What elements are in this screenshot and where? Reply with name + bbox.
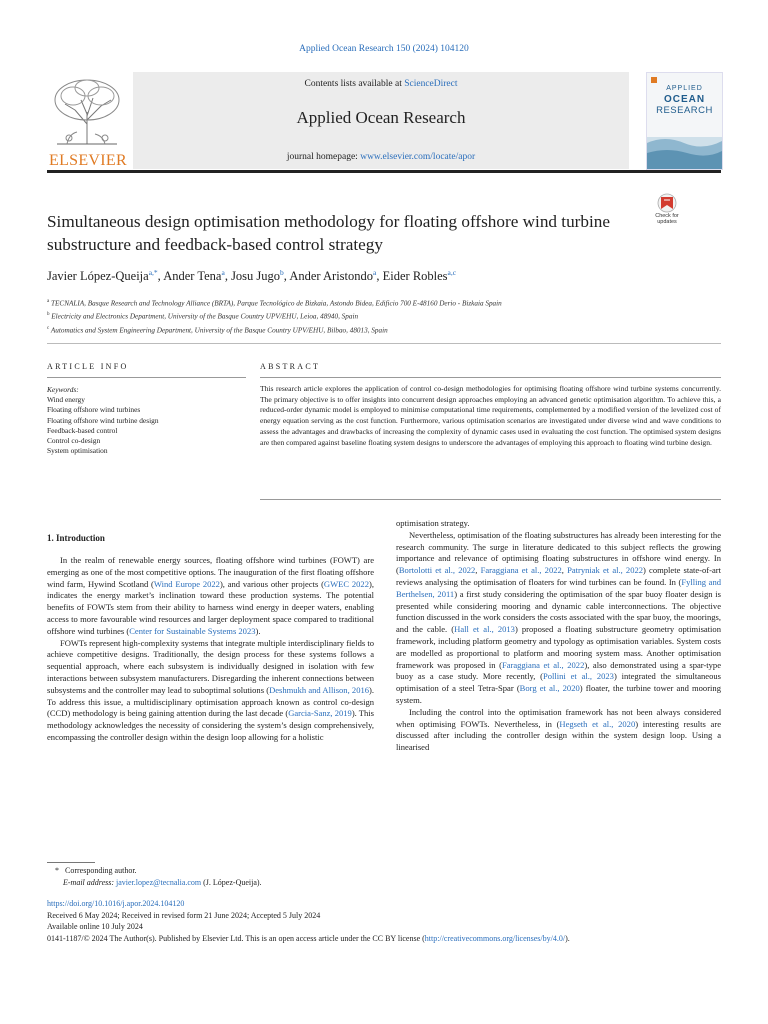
citation-link[interactable]: Wind Europe 2022 [153,578,220,589]
affiliation: $^b$ Electricity and Electronics Department, University of the Basque Country UPV/EHU, Leioa, 48940, Spain [47,312,359,321]
citation-link[interactable]: Bortolotti et al., 2022 [398,565,476,576]
author-name[interactable]: Eider Robles [382,269,448,284]
author-name[interactable]: Ander Tena [163,269,222,284]
sciencedirect-link[interactable]: ScienceDirect [404,79,458,89]
citation-link[interactable]: Deshmukh and Allison, 2016 [269,684,370,695]
author-name[interactable]: Josu Jugo [231,269,281,284]
divider [260,377,721,378]
abstract-heading: ABSTRACT [260,362,321,371]
journal-citation[interactable]: Applied Ocean Research 150 (2024) 104120 [299,44,469,54]
email-link[interactable]: javier.lopez@tecnalia.com [116,878,202,887]
homepage-line: journal homepage: www.elsevier.com/locate/apor [286,152,476,162]
contents-line: Contents lists available at ScienceDirect [304,79,458,89]
body-column-left [47,555,374,744]
citation-link[interactable]: Hegseth et al., 2020 [559,718,636,729]
footnote-corresponding: * Corresponding author. [55,866,137,875]
abstract-text: This research article explores the application of control co-design methodologies for optimising floating offshore wind turbine systems concurrently. The primary objective is to offer insights into concurrent design approaches employing an advanced genetic optimisation algorithm. To achieve this, a reduced-order dynamic model is employed to minimise computational time requirements, complemented by a modified version of the levelized cost of energy equation serving as the cost function. Furthermore, various optimisation scenarios are investigated under diverse wind and wave conditions to assess the advantages and drawbacks of increasing the complexity of dynamic cases used in evaluating the cost function. The optimised system designs are then compared against baseline floating system designs to underscore the advantages of employing this approach to floating wind turbine design. [260,384,721,447]
citation-link[interactable]: Pollini et al., 2023 [543,671,614,682]
author-name[interactable]: Javier López-Queija [47,269,149,284]
citation-link[interactable]: Hall et al., 2013 [454,624,515,635]
keywords-block [47,385,246,456]
body-column-right [396,518,721,754]
author-list: Javier López-Queija$^{a,*}$, Ander Tena$^a$, Josu Jugo$^b$, Ander Aristondo$^a$, Eider Robles$^{a,c}$ [47,268,457,284]
body-paragraph: optimisation strategy. [396,518,470,528]
keyword: Floating offshore wind turbines [47,405,141,415]
keyword: Floating offshore wind turbine design [47,415,159,425]
keyword: System optimisation [47,446,108,456]
received-dates: Received 6 May 2024; Received in revised form 21 June 2024; Accepted 5 July 2024 [47,910,321,920]
citation-link[interactable]: Center for Sustainable Systems 2023 [129,625,256,636]
citation-link[interactable]: GWEC 2022 [323,578,369,589]
publication-info [47,898,721,944]
citation-link[interactable]: Faraggiana et al., 2022 [501,659,585,670]
license-link[interactable]: http://creativecommons.org/licenses/by/4.0/ [424,933,566,943]
divider [47,377,246,378]
journal-masthead [47,72,721,170]
check-for-updates-badge[interactable] [647,193,687,233]
author-affiliation-mark[interactable]: a [373,268,377,277]
journal-name[interactable]: Applied Ocean Research [296,108,466,127]
citation-link[interactable]: Patryniak et al., 2022 [567,565,644,576]
journal-homepage-link[interactable]: www.elsevier.com/locate/apor [360,152,476,162]
elsevier-tree-logo [47,74,127,168]
keyword: Feedback-based control [47,425,118,435]
footnote-rule [47,862,95,863]
divider [260,499,721,500]
author-affiliation-mark[interactable]: b [280,268,284,277]
affiliations [47,296,721,336]
affiliation: $^c$ Automatics and System Engineering Department, University of the Basque Country UPV/EHU, Bilbao, 48013, Spain [47,325,388,335]
divider [47,343,721,344]
citation-link[interactable]: Fylling and Berthelsen, 2011 [396,576,721,599]
masthead-panel [133,72,629,169]
cover-title-line2: OCEAN [663,94,706,105]
paper-title: Simultaneous design optimisation methodology for floating offshore wind turbine substructure and feedback-based control strategy [47,212,610,254]
keyword: Wind energy [47,395,85,405]
available-online: Available online 10 July 2024 [47,922,143,932]
keyword: Control co-design [47,436,101,446]
cover-title-line1: APPLIED [666,85,703,92]
section-heading-introduction: 1. Introduction [47,533,105,543]
body-paragraph: Including the control into the optimisation framework has not been always considered when optimising FOWTs. Nevertheless, in (Hegseth et al., 2020) interesting results are discussed after including the controller design within the system design loop. Using a linearised [396,706,721,753]
elsevier-wordmark: ELSEVIER [49,152,127,169]
journal-cover-thumbnail[interactable] [646,72,723,170]
license-line: 0141-1187/© 2024 The Author(s). Published by Elsevier Ltd. This is an open access article under the CC BY license (http://creativecommons.org/licenses/by/4.0/). [47,933,570,943]
author-name[interactable]: Ander Aristondo [289,269,374,284]
author-affiliation-mark[interactable]: a [221,268,225,277]
author-affiliation-mark[interactable]: a,* [148,268,158,277]
citation-link[interactable]: Garcia-Sanz, 2019 [288,708,352,719]
article-info-heading: ARTICLE INFO [47,362,129,371]
author-affiliation-mark[interactable]: a,c [447,268,457,277]
body-paragraph: Nevertheless, optimisation of the floating substructures has already been interesting for the research community. The surge in literature dedicated to this subject reflects the growing importance and relevance of optimising floating substructures in offshore wind energy. In (Bortolotti et al., 2022, Faraggiana et al., 2022, Patryniak et al., 2022) complete state-of-art reviews analysing the optimisation of floaters for wind turbines can be found. In (Fylling and Berthelsen, 2011) a first study considering the optimisation of the spar buoy floater design is presented while considering mooring and dynamic cable interconnections. The objective function discussed in the work considers the costs associated with the spar buoy, the moorings, and the cable. (Hall et al., 2013) proposed a floating substructure geometry optimisation framework, including platform geometry and typology as optimisation variables. System costs are modelled as proportional to platform and mooring system mass. Another optimisation framework was proposed in (Faraggiana et al., 2022), also demonstrated using a spar-type buoy as a case study. More recently, (Pollini et al., 2023) integrated the simultaneous optimisation of a steel Tetra-Spar (Borg et al., 2020) floater, the turbine tower and mooring system. [396,529,722,705]
citation-link[interactable]: Faraggiana et al., 2022 [480,565,562,576]
doi-link[interactable]: https://doi.org/10.1016/j.apor.2024.104120 [47,899,185,908]
body-paragraph: FOWTs represent high-complexity systems that integrate multiple interdisciplinary fields to achieve competitive designs. Traditionally, the design process for these systems follows a sequential approach, where each subsystem is individually designed in isolation with few interactions between subsystem manufacturers. Disregarding the inherent connections between subsystems and the controller may lead to suboptimal solutions (Deshmukh and Allison, 2016). To address this issue, a multidisciplinary optimisation approach known as control co-design (CCD) methodology is being gaining attention during the last decade (Garcia-Sanz, 2019). This methodology acknowledges the necessity of considering the system’s design comprehensively, encompassing the controller design within the design loop allowing for a holistic [47,637,374,742]
cover-title-line3: RESEARCH [656,105,713,116]
citation-link[interactable]: Borg et al., 2020 [519,683,580,694]
footnote-email: E-mail address: javier.lopez@tecnalia.com (J. López-Queija). [63,878,262,887]
check-for-updates-label: Check for updates [655,213,679,225]
keywords-label: Keywords: [47,385,79,394]
header-rule [47,170,721,173]
affiliation: $^a$ TECNALIA, Basque Research and Technology Alliance (BRTA), Parque Tecnológico de Bizkaia, Astondo Bidea, Edificio 700 E-48160 Derio - Bizkaia Spain [47,299,502,308]
body-paragraph: In the realm of renewable energy sources, floating offshore wind turbines (FOWT) are emerging as one of the most competitive options. The inauguration of the first floating offshore wind farm, Hywind Scotland (Wind Europe 2022), and various other projects (GWEC 2022), indicates the energy market’s inclination toward these production systems. The potential benefits of FOWTs stem from their ability to harness wind energy in deeper waters, enabling access to more favourable wind resources and larger deployment space compared to traditional offshore wind turbines (Center for Sustainable Systems 2023). [47,555,374,636]
